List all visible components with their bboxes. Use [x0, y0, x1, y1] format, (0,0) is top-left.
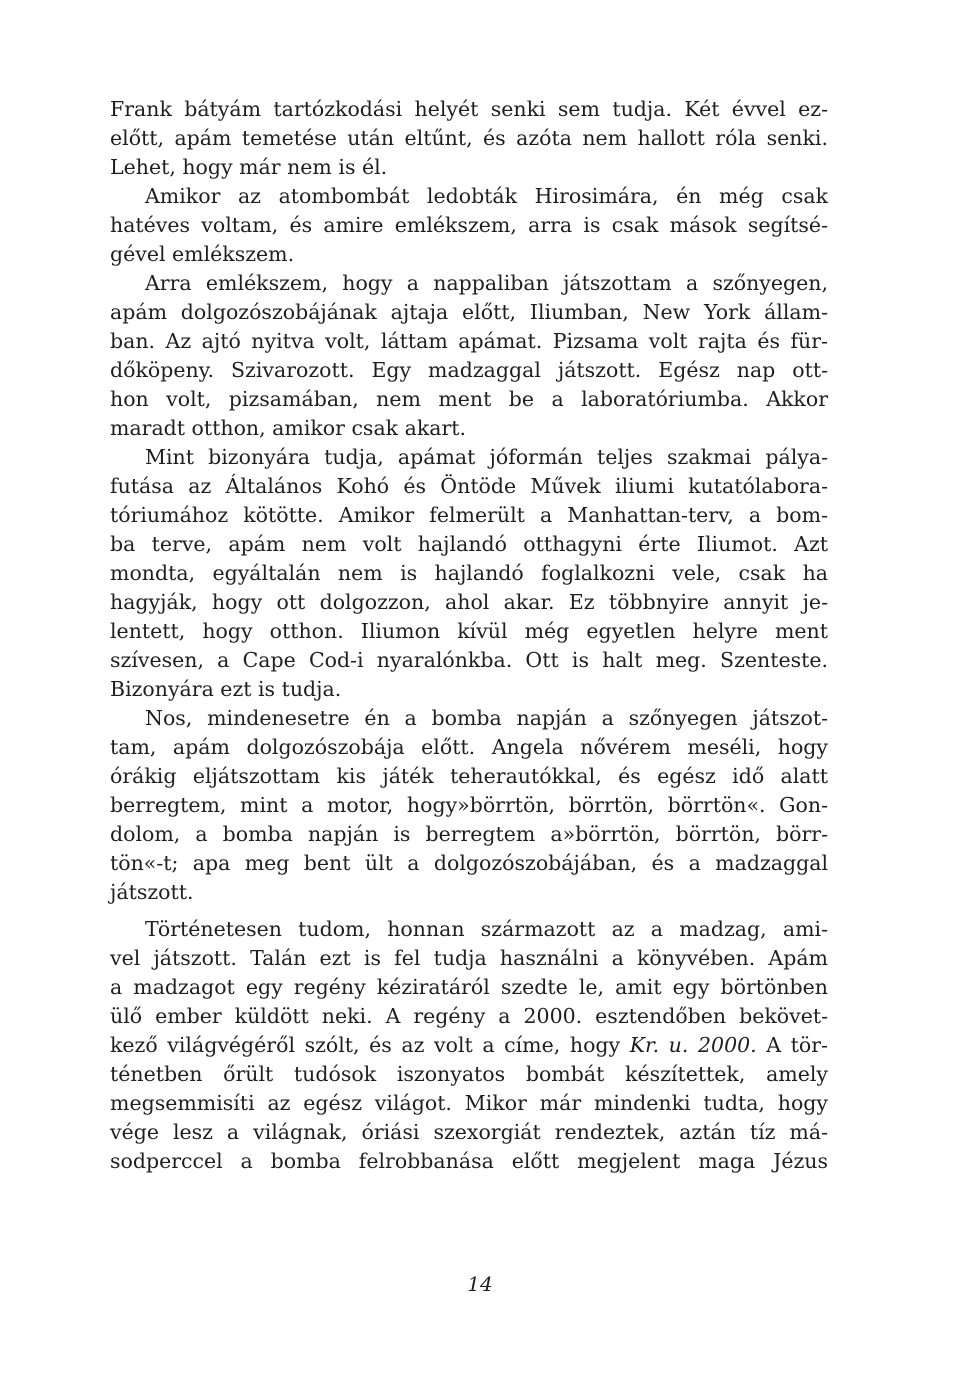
paragraph [110, 704, 828, 907]
text-line: Mint bizonyára tudja, apámat jóformán teljes szakmai pálya- [145, 445, 828, 469]
text-line: tön«-t; apa meg bent ült a dolgozószobájában, és a madzaggal [110, 851, 828, 875]
text-line: ténetben őrült tudósok iszonyatos bombát készítettek, amely [110, 1062, 828, 1086]
text-line: előtt, apám temetése után eltűnt, és azóta nem hallott róla senki. [110, 126, 828, 150]
text-line: maradt otthon, amikor csak akart. [110, 416, 467, 440]
text-line: ba terve, apám nem volt hajlandó otthagyni érte Iliumot. Azt [110, 532, 828, 556]
text-line: Amikor az atombombát ledobták Hirosimára, én még csak [145, 184, 828, 208]
paragraph [110, 182, 828, 269]
text-line: Lehet, hogy már nem is él. [110, 155, 388, 179]
text-line: ülő ember küldött neki. A regény a 2000. esztendőben bekövet- [110, 1004, 828, 1028]
text-line: dőköpeny. Szivarozott. Egy madzaggal játszott. Egész nap ott- [110, 358, 828, 382]
book-title: Kr. u. 2000. [629, 1033, 757, 1057]
text-line: apám dolgozószobájának ajtaja előtt, Iliumban, New York állam- [110, 300, 828, 324]
text-line: hagyják, hogy ott dolgozzon, ahol akar. Ez többnyire annyit je- [110, 590, 828, 614]
text-line: tóriumához kötötte. Amikor felmerült a Manhattan-terv, a bom- [110, 503, 828, 527]
text-line: gével emlékszem. [110, 242, 295, 266]
text-line: Frank bátyám tartózkodási helyét senki sem tudja. Két évvel ez- [110, 97, 828, 121]
text-line: hon volt, pizsamában, nem ment be a laboratóriumba. Akkor [110, 387, 828, 411]
text-line: órákig eljátszottam kis játék teherautókkal, és egész idő alatt [110, 764, 828, 788]
text-line: futása az Általános Kohó és Öntöde Művek iliumi kutatólabora- [110, 474, 828, 498]
text-line: Bizonyára ezt is tudja. [110, 677, 342, 701]
text-line: Arra emlékszem, hogy a nappaliban játszottam a szőnyegen, [145, 271, 828, 295]
text-line: vége lesz a világnak, óriási szexorgiát rendeztek, aztán tíz má- [110, 1120, 828, 1144]
text-line: vel játszott. Talán ezt is fel tudja használni a könyvében. Apám [110, 946, 828, 970]
text-line: mondta, egyáltalán nem is hajlandó foglalkozni vele, csak ha [110, 561, 828, 585]
page-number: 14 [467, 1272, 493, 1296]
paragraph [110, 95, 828, 182]
paragraph [110, 443, 828, 704]
text-line: sodperccel a bomba felrobbanása előtt megjelent maga Jézus [110, 1149, 828, 1173]
text-line: tam, apám dolgozószobája előtt. Angela nővérem meséli, hogy [110, 735, 828, 759]
paragraph [110, 269, 828, 443]
text-line: játszott. [110, 880, 194, 904]
text-line: hatéves voltam, és amire emlékszem, arra is csak mások segítsé- [110, 213, 828, 237]
text-line: szívesen, a Cape Cod-i nyaralónkba. Ott is halt meg. Szenteste. [110, 648, 828, 672]
text-line: a madzagot egy regény kéziratáról szedte le, amit egy börtönben [110, 975, 828, 999]
text-line: ban. Az ajtó nyitva volt, láttam apámat. Pizsama volt rajta és für- [110, 329, 828, 353]
line-suffix: A tör- [756, 1033, 828, 1057]
paragraph [110, 915, 828, 1176]
text-line: berregtem, mint a motor, hogy»börrtön, börrtön, börrtön«. Gon- [110, 793, 828, 817]
text-line-with-title [110, 1031, 828, 1060]
text-line: lentett, hogy otthon. Iliumon kívül még egyetlen helyre ment [110, 619, 828, 643]
text-line: Történetesen tudom, honnan származott az a madzag, ami- [145, 917, 828, 941]
text-line: megsemmisíti az egész világot. Mikor már mindenki tudta, hogy [110, 1091, 828, 1115]
text-line: dolom, a bomba napján is berregtem a»börrtön, börrtön, börr- [110, 822, 828, 846]
line-prefix: kező világvégéről szólt, és az volt a címe, hogy [110, 1033, 630, 1057]
page-body [110, 95, 828, 1176]
text-line: Nos, mindenesetre én a bomba napján a szőnyegen játszot- [145, 706, 828, 730]
